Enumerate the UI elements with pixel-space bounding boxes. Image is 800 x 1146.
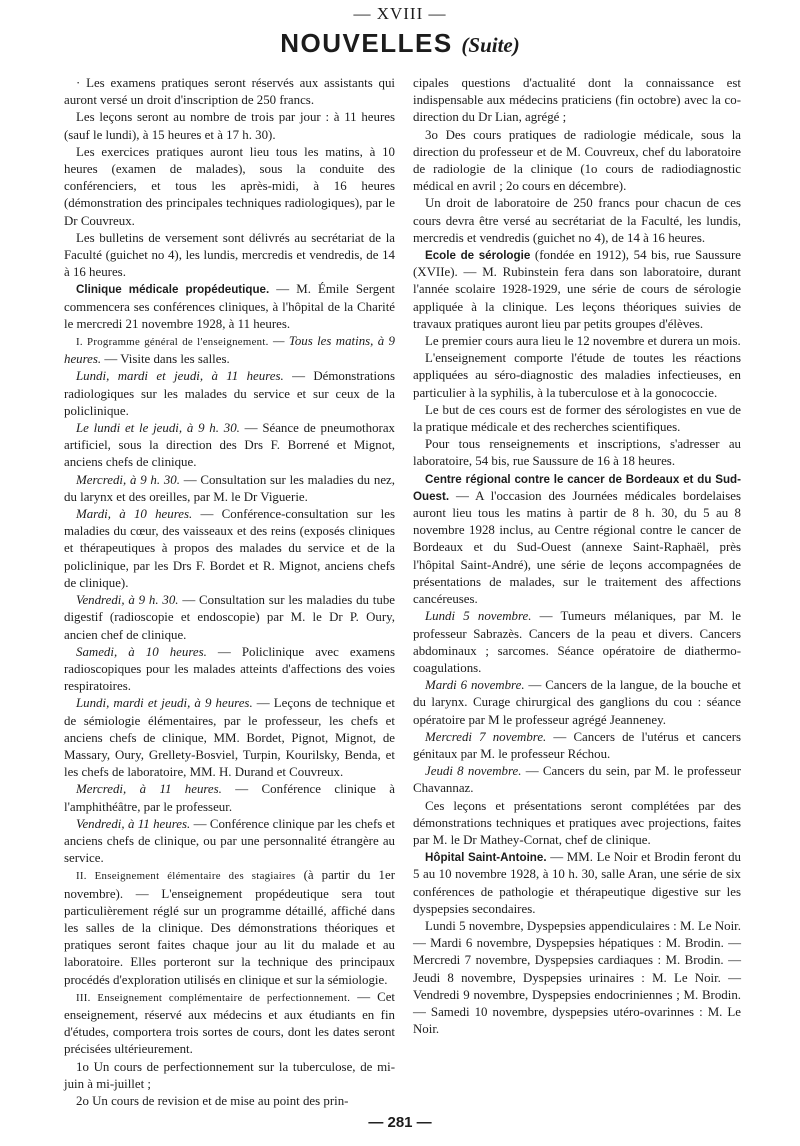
paragraph-text: — Cet enseignement, réservé aux médecins et aux étudiants en fin d'études, comportera trois sortes de cours, dont les dates seront précisées ultérieurement. xyxy=(64,989,395,1057)
paragraph-text: — Tumeurs mélaniques, par M. le professeur Sabrazès. Cancers de la peau et divers. Cancers abdominaux ; sarcomes. Séance opératoire de diathermo-coagulations. xyxy=(413,609,741,675)
paragraph-text: — Séance de pneumothorax artificiel, sous la direction des Drs F. Borrené et Mignot, anciens chefs de clinique. xyxy=(64,421,395,470)
paragraph-text: — MM. Le Noir et Brodin feront du 5 au 10 novembre 1928, à 10 h. 30, salle Aran, une série de six conférences de pathologie et thérapeutique digestive sur les dyspepsies secondaires. xyxy=(413,850,741,916)
section-heading: Clinique médicale propédeutique. xyxy=(76,283,270,297)
paragraph: Les leçons seront au nombre de trois par jour : à 11 heures (sauf le lundi), à 15 heures et à 17 h. 30). xyxy=(64,110,395,142)
paragraph xyxy=(64,506,395,592)
paragraph-text: — Cancers du sein, par M. le professeur Chavannaz. xyxy=(413,764,741,796)
paragraph: 3o Des cours pratiques de radiologie médicale, sous la direction du professeur et de M. Couvreux, chef du laboratoire de radiologie de la clinique (1o cours de radiodiagnostic médical en avril ; 2o cours en décembre). xyxy=(413,127,741,194)
schedule-time: — Tous les matins, à 9 heures. xyxy=(64,334,395,367)
paragraph xyxy=(64,695,395,781)
paragraph-text: — Consultation sur les maladies du tube digestif (radioscopie et endoscopie) par M. le Dr P. Oury, ancien chef de clinique. xyxy=(64,593,395,642)
schedule-time: Jeudi 8 novembre. xyxy=(425,764,522,779)
page-title xyxy=(0,28,800,59)
paragraph xyxy=(64,816,395,868)
paragraph-text: — M. Émile Sergent commencera ses conférences cliniques, à l'hôpital de la Charité le mercredi 21 novembre 1928, à 11 heures. xyxy=(64,282,395,331)
paragraph-text: — Démonstrations radiologiques sur les malades du service et sur ceux de la policlinique. xyxy=(64,369,395,418)
paragraph: Le but de ces cours est de former des sérologistes en vue de la pratique médicale et des recherches scientifiques. xyxy=(413,402,741,435)
paragraph: L'enseignement comporte l'étude de toutes les réactions appliquées au séro-diagnostic des maladies infectieuses, en particulier à la syphilis, à la tuberculose et à la gonococcie. xyxy=(413,351,741,400)
right-column xyxy=(413,75,741,1038)
schedule-time: Mardi, à 10 heures. xyxy=(76,507,193,522)
title-main: NOUVELLES xyxy=(280,28,453,58)
section-heading: III. Enseignement complémentaire de perfectionnement. xyxy=(76,991,351,1004)
paragraph-text: — Cancers de l'utérus et cancers génitaux par M. le professeur Réchou. xyxy=(413,729,742,761)
paragraph xyxy=(413,729,741,763)
section-heading: II. Enseignement élémentaire des stagiaires xyxy=(76,870,296,883)
paragraph xyxy=(64,781,395,815)
paragraph xyxy=(64,867,395,988)
paragraph-text: — Policlinique avec examens radioscopiques pour les malades atteints d'affections des voies respiratoires. xyxy=(64,644,395,694)
left-column xyxy=(64,75,395,1110)
paragraph xyxy=(413,849,741,918)
paragraph: Pour tous renseignements et inscriptions, s'adresser au laboratoire, 54 bis, rue Saussure de 16 à 18 heures. xyxy=(413,437,741,469)
schedule-time: Le lundi et le jeudi, à 9 h. 30. xyxy=(76,421,240,436)
section-heading: I. Programme général de l'enseignement. xyxy=(76,336,269,349)
schedule-time: Lundi, mardi et jeudi, à 11 heures. xyxy=(76,369,284,384)
paragraph: Lundi 5 novembre, Dyspepsies appendiculaires : M. Le Noir. — Mardi 6 novembre, Dyspepsies hépatiques : M. Brodin. — Mercredi 7 novembre, Dyspepsies cardiaques : M. Brodin. — Jeudi 8 novembre, Dyspepsies urinaires : M. Le Noir. — Vendredi 9 novembre, Dyspepsies endocriniennes ; M. Brodin. — Samedi 10 novembre, dyspepsies utéro-ovarinnes : M. Le Noir. xyxy=(413,918,741,1037)
section-heading: Centre régional contre le cancer de Bordeaux et du Sud-Ouest. xyxy=(413,472,741,503)
paragraph-text: (fondée en 1912), 54 bis, rue Saussure (XVIIe). — M. Rubinstein fera dans son laboratoire, durant l'année scolaire 1928-1929, une série de cours de sérologie appliquée à la clinique. Les leçons théoriques suivies de travaux pratiques auront lieu par petits groupes d'élèves. xyxy=(413,248,741,331)
roman-page-numeral: — XVIII — xyxy=(353,4,447,23)
paragraph xyxy=(64,333,395,368)
title-suffix: (Suite) xyxy=(461,33,520,57)
paragraph xyxy=(64,592,395,644)
paragraph xyxy=(413,471,741,609)
schedule-time: Mercredi, à 11 heures. xyxy=(76,782,222,797)
paragraph xyxy=(64,989,395,1059)
paragraph: Ces leçons et présentations seront complétées par des démonstrations techniques et pratiques avec projections, faites par M. le Dr Mathey-Cornat, chef de clinique. xyxy=(413,798,741,847)
paragraph xyxy=(64,644,395,696)
schedule-time: Lundi, mardi et jeudi, à 9 heures. xyxy=(76,696,253,711)
paragraph-text: — Visite dans les salles. xyxy=(101,352,230,367)
schedule-time: Mercredi, à 9 h. 30. xyxy=(76,472,180,487)
paragraph xyxy=(413,608,741,677)
paragraph xyxy=(64,368,395,420)
paragraph xyxy=(64,281,395,333)
paragraph-text: (à partir du 1er novembre). — L'enseignement propédeutique sera tout particulièrement réglé sur un programme détaillé, affiché dans les salles de la clinique. Des démonstrations théoriques et pratiques seront faites chaque jour au lit du malade et au laboratoire. Elles porteront sur la technique des principaux procédés d'exploration utilisés en clinique et sur la sémiologie. xyxy=(64,868,395,987)
schedule-time: Mercredi 7 novembre. xyxy=(425,729,547,744)
paragraph xyxy=(413,677,741,729)
schedule-time: Vendredi, à 11 heures. xyxy=(76,816,191,831)
paragraph-text: — Cancers de la langue, de la bouche et du larynx. Curage chirurgical des ganglions du cou : séance opératoire par M le professeur agrégé Jeanneney. xyxy=(413,678,741,727)
paragraph xyxy=(413,247,741,333)
page-number: — 281 — xyxy=(368,1114,432,1131)
paragraph xyxy=(64,420,395,472)
paragraph-text: — Leçons de technique et de sémiologie élémentaires, par le professeur, les chefs et anciens chefs de clinique, MM. Bordet, Pignot, Mignot, de Massary, Oury, Grellety-Bosviel, Turpin, Kourilsky, Benda, et les chefs de laboratoire, MM. H. Durand et Couvreux. xyxy=(64,696,395,780)
paragraph xyxy=(64,472,395,506)
paragraph: Les bulletins de versement sont délivrés au secrétariat de la Faculté (guichet no 4), les lundis, mercredis et vendredis, de 14 à 16 heures. xyxy=(64,230,395,280)
schedule-time: Samedi, à 10 heures. xyxy=(76,644,207,659)
paragraph-text: — A l'occasion des Journées médicales bordelaises auront lieu tous les matins à partir de 8 h. 30, du 5 au 8 novembre 1928 inclus, au Centre régional contre le cancer de Bordeaux et du Sud-Ouest (annexe Saint-Raphaël, près l'hôpital Saint-André), une série de leçons accompagnées de présentations de malades, sur le traitement des affections cancéreuses. xyxy=(413,488,741,607)
paragraph-text: — Conférence-consultation sur les maladies du cœur, des vaisseaux et des reins (exposés cliniques et thérapeutiques à propos des malades du service et de la policlinique, par les Drs F. Bordet et R. Mignot, anciens chefs de clinique). xyxy=(64,507,395,590)
paragraph: 1o Un cours de perfectionnement sur la tuberculose, de mi-juin à mi-juillet ; xyxy=(64,1059,395,1091)
paragraph: Les exercices pratiques auront lieu tous les matins, à 10 heures (examen de malades), sous la conduite des conférenciers, et tous les après-midi, à 16 heures (démonstration des principales techniques radiologiques), par le Dr Couvreux. xyxy=(64,144,395,228)
paragraph: cipales questions d'actualité dont la connaissance est indispensable aux médecins praticiens (fin octobre) avec la co-direction du Dr Lian, agrégé ; xyxy=(413,76,741,125)
paragraph-text: — Conférence clinique à l'amphithéâtre, par le professeur. xyxy=(64,782,395,814)
paragraph: Un droit de laboratoire de 250 francs pour chacun de ces cours devra être versé au secrétariat de la Faculté, les lundis, mercredis et vendredis (guichet no 4), de 14 à 16 heures. xyxy=(413,196,741,245)
paragraph: Le premier cours aura lieu le 12 novembre et durera un mois. xyxy=(425,334,741,349)
schedule-time: Mardi 6 novembre. xyxy=(425,678,525,693)
paragraph xyxy=(413,763,741,797)
paragraph: · Les examens pratiques seront réservés aux assistants qui auront versé un droit d'inscription de 250 francs. xyxy=(64,76,395,108)
schedule-time: Lundi 5 novembre. xyxy=(425,609,532,624)
schedule-time: Vendredi, à 9 h. 30. xyxy=(76,593,179,608)
section-heading: Ecole de sérologie xyxy=(425,249,531,263)
paragraph-text: — Consultation sur les maladies du nez, du larynx et des oreilles, par M. le Dr Viguerie. xyxy=(64,472,395,504)
section-heading: Hôpital Saint-Antoine. xyxy=(425,851,547,865)
paragraph-text: — Conférence clinique par les chefs et anciens chefs de clinique, ou par une personnalité étrangère au service. xyxy=(64,816,395,866)
paragraph: 2o Un cours de revision et de mise au point des prin- xyxy=(76,1093,349,1108)
